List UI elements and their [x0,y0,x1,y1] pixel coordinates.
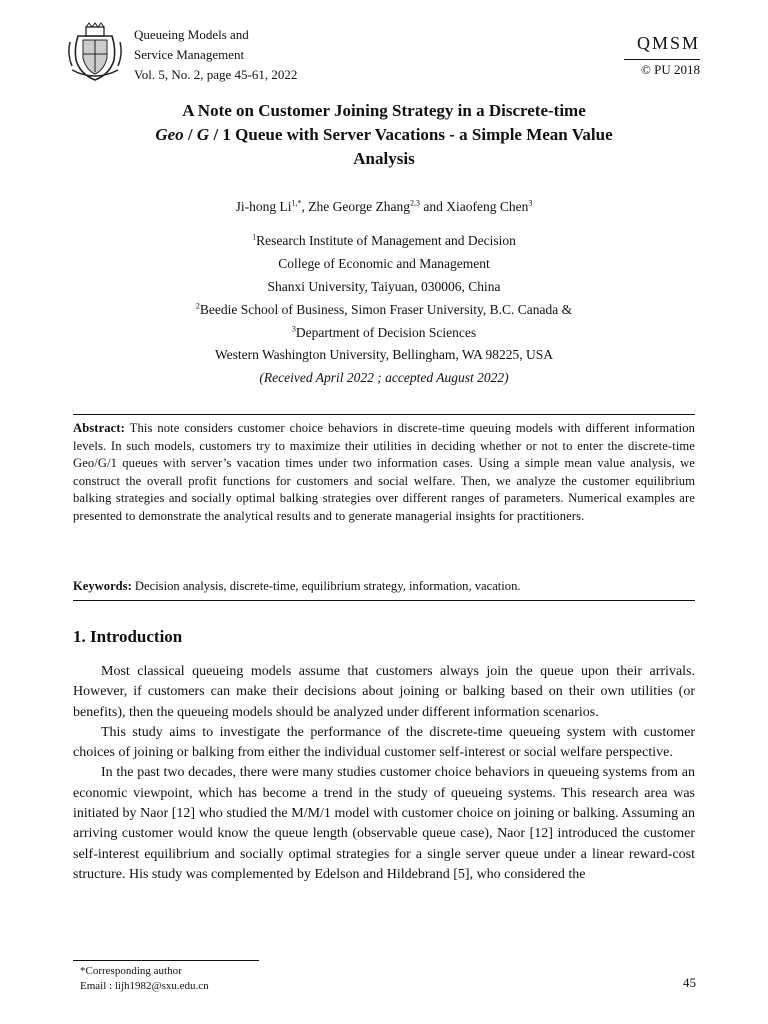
copyright-notice: © PU 2018 [641,62,700,77]
paragraph-3: In the past two decades, there were many studies customer choice behaviors in queueing systems from an economic viewpoint, which has become a trend in the study of queueing systems. This research area was initiated by Naor [12] who studied the M/M/1 model with customer choice on joining or balking. Assuming an arriving customer would know the queue length (observable queue case), Naor [12] introduced the customer self-interest equilibrium and socially optimal strategies for a single server queue under a linear reward-cost structure. His study was complemented by Edelson and Hildebrand [5], who considered the [73,765,695,882]
affiliation-line-5 [0,325,768,341]
keywords-text: Decision analysis, discrete-time, equilibrium strategy, information, vacation. [131,579,521,593]
author-1: Ji-hong Li [235,199,292,214]
title-geo: Geo [155,125,184,144]
abstract-text: This note considers customer choice behaviors in discrete-time queuing models with different information levels. In such models, customers try to maximize their utilities in deciding whether or not to enter the discrete-time Geo/G/1 queues with server’s vacation times under two information cases. Using a simple mean value analysis, we construct the overall profit functions for customers and social welfare. Then, we analyze the customer equilibrium balking strategies and socially optimal balking strategies over different ranges of parameters. Numerical examples are presented to demonstrate the analytical results and to generate managerial insights for practitioners. [73,421,695,523]
affiliation-2-sup: 2 [195,301,200,311]
crest-shield-icon [66,22,124,82]
abstract-label: Abstract: [73,421,125,435]
title-g: G [196,125,210,144]
footnote-corresponding: *Corresponding author [80,965,182,977]
title-sep: / [183,125,197,144]
affiliation-line-6: Western Washington University, Bellingham, WA 98225, USA [214,347,554,362]
author-3: and Xiaofeng Chen [420,199,529,214]
affiliation-line-4 [0,302,768,318]
footnote [80,964,209,994]
footnote-email: Email : lijh1982@sxu.edu.cn [80,980,209,992]
abstract-bottom-rule [73,600,695,601]
footnote-rule [73,960,259,961]
title-line3: Analysis [353,149,415,168]
section-heading: 1. Introduction [73,627,183,646]
affiliation-1-sup: 1 [252,232,257,242]
page-number: 45 [683,975,696,990]
affiliation-line-2: College of Economic and Management [278,256,490,271]
paper-title [60,99,708,171]
journal-crest-logo [66,22,124,82]
author-2-sup: 2,3 [410,198,420,208]
affiliation-line-3: Shanxi University, Taiyuan, 030006, China [267,279,501,294]
journal-info [134,25,297,85]
journal-abbrev: QMSM [636,33,700,53]
received-dates: (Received April 2022 ; accepted August 2022) [259,370,509,385]
title-line2 [60,123,708,147]
title-line1: A Note on Customer Joining Strategy in a Discrete-time [182,101,586,120]
affiliation-2-text: Beedie School of Business, Simon Fraser University, B.C. Canada & [199,302,573,317]
author-1-sup: 1,* [291,198,302,208]
affiliation-3-text: Department of Decision Sciences [295,325,477,340]
author-list [0,199,768,215]
title-rest: / 1 Queue with Server Vacations - a Simple Mean Value [209,125,613,144]
section-body [73,662,695,885]
abstract [73,420,695,525]
journal-name-line2: Service Management [134,47,245,62]
journal-volume: Vol. 5, No. 2, page 45-61, 2022 [134,67,298,82]
affiliation-3-sup: 3 [291,324,296,334]
keywords [73,578,695,595]
affiliation-line-1 [0,233,768,249]
paragraph-2: This study aims to investigate the performance of the discrete-time queueing system with customer choices of joining or balking from either the individual customer self-interest or social welfare perspective. [73,724,695,761]
paragraph-1: Most classical queueing models assume that customers always join the queue upon their arrivals. However, if customers can make their decisions about joining or balking based on their own utilities (or benefits), then the queueing models should be analyzed under different information scenarios. [73,664,695,720]
abstract-top-rule [73,414,695,415]
affiliation-1-text: Research Institute of Management and Decision [256,233,516,248]
author-3-sup: 3 [528,198,533,208]
journal-name-line1: Queueing Models and [134,27,249,42]
author-2: , Zhe George Zhang [301,199,410,214]
keywords-label: Keywords: [73,579,132,593]
header-divider [624,59,700,60]
